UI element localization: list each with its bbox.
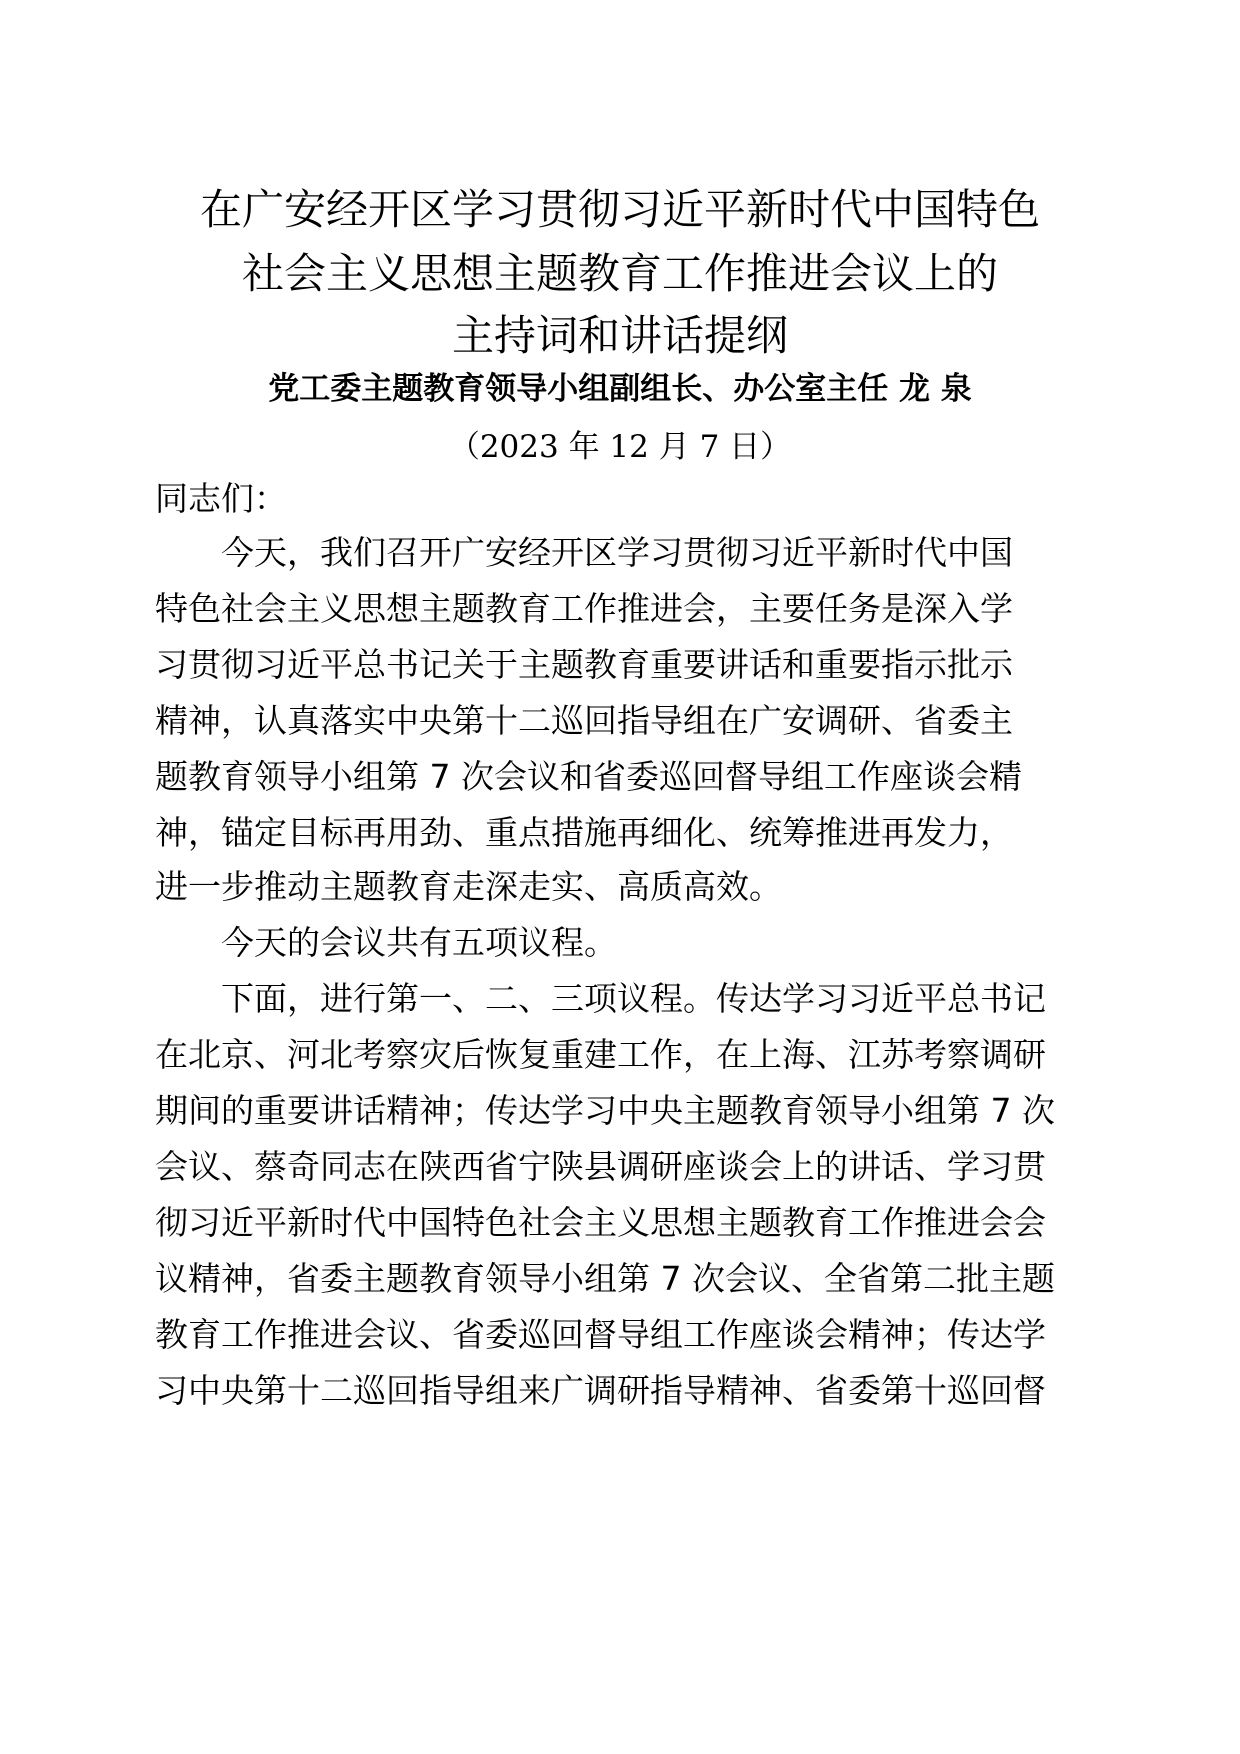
body-line: 彻习近平新时代中国特色社会主义思想主题教育工作推进会会: [155, 1203, 1046, 1242]
body-line: 在北京、河北考察灾后恢复重建工作，在上海、江苏考察调研: [155, 1035, 1046, 1074]
body-line: 神，锚定目标再用劲、重点措施再细化、统筹推进再发力，: [155, 813, 1013, 852]
body-line: 今天，我们召开广安经开区学习贯彻习近平新时代中国: [221, 533, 1013, 572]
body-line: 习中央第十二巡回指导组来广调研指导精神、省委第十巡回督: [155, 1371, 1046, 1410]
body-line: 议精神，省委主题教育领导小组第 7 次会议、全省第二批主题: [155, 1259, 1055, 1298]
document-title-line-2: 社会主义思想主题教育工作推进会议上的: [241, 249, 998, 298]
body-line: 教育工作推进会议、省委巡回督导组工作座谈会精神；传达学: [155, 1315, 1046, 1354]
body-line: 特色社会主义思想主题教育工作推进会，主要任务是深入学: [155, 589, 1013, 628]
body-line: 期间的重要讲话精神；传达学习中央主题教育领导小组第 7 次: [155, 1091, 1055, 1130]
body-line: 习贯彻习近平总书记关于主题教育重要讲话和重要指示批示: [155, 645, 1013, 684]
body-line: 会议、蔡奇同志在陕西省宁陕县调研座谈会上的讲话、学习贯: [155, 1147, 1046, 1186]
salutation: 同志们：: [155, 479, 287, 518]
document-title-line-1: 在广安经开区学习贯彻习近平新时代中国特色: [199, 185, 1040, 234]
document-title-line-3: 主持词和讲话提纲: [451, 311, 788, 360]
document-author: 党工委主题教育领导小组副组长、办公室主任 龙 泉: [268, 371, 972, 407]
body-line: 精神，认真落实中央第十二巡回指导组在广安调研、省委主: [155, 701, 1013, 740]
body-line: 题教育领导小组第 7 次会议和省委巡回督导组工作座谈会精: [155, 757, 1022, 796]
body-line: 今天的会议共有五项议程。: [221, 923, 617, 962]
body-line: 下面，进行第一、二、三项议程。传达学习习近平总书记: [221, 979, 1046, 1018]
document-date: （2023 年 12 月 7 日）: [448, 429, 792, 465]
body-line: 进一步推动主题教育走深走实、高质高效。: [155, 867, 782, 906]
